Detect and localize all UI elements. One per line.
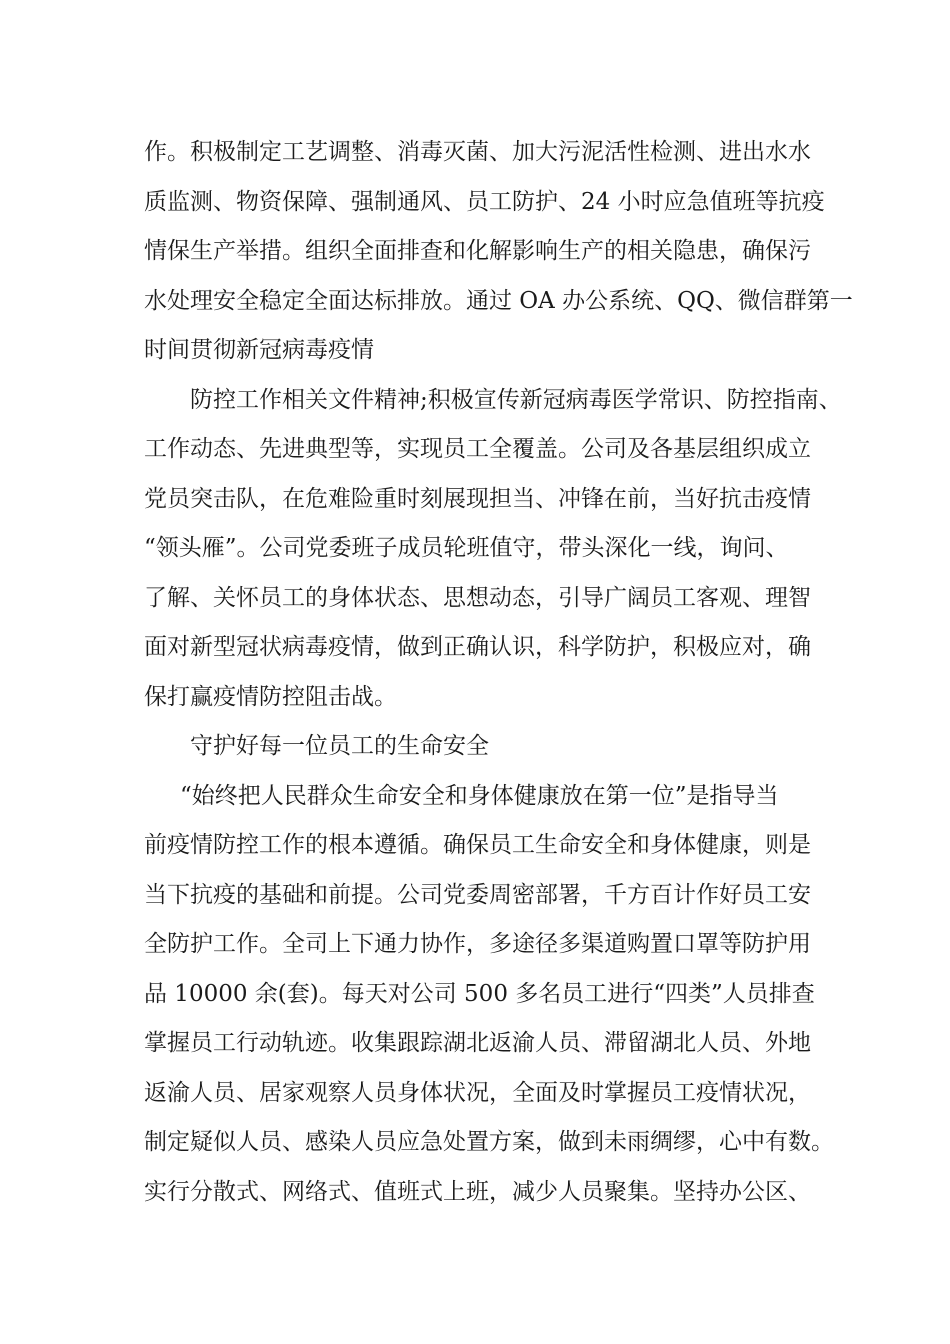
text-line: 时间贯彻新冠病毒疫情 (144, 337, 374, 363)
text-line: 掌握员工行动轨迹。收集跟踪湖北返渝人员、滞留湖北人员、外地 (144, 1030, 811, 1056)
text-line: 制定疑似人员、感染人员应急处置方案，做到未雨绸缪，心中有数。 (144, 1129, 834, 1155)
text-line: 了解、关怀员工的身体状态、思想动态，引导广阔员工客观、理智 (144, 584, 811, 611)
paragraph-start-line: “始终把人民群众生命安全和身体健康放在第一位”是指导当 (180, 782, 779, 809)
text-line: 返渝人员、居家观察人员身体状况，全面及时掌握员工疫情状况， (144, 1079, 811, 1106)
text-line: 全防护工作。全司上下通力协作，多途径多渠道购置口罩等防护用 (144, 931, 811, 957)
text-line: 保打赢疫情防控阻击战。 (144, 683, 397, 710)
section-heading: 守护好每一位员工的生命安全 (190, 733, 489, 759)
text-line: 工作动态、先进典型等，实现员工全覆盖。公司及各基层组织成立 (144, 436, 811, 462)
paragraph-start-line: 防控工作相关文件精神;积极宣传新冠病毒医学常识、防控指南、 (190, 386, 842, 413)
text-line: 水处理安全稳定全面达标排放。通过 OA 办公系统、QQ、微信群第一 (144, 287, 853, 314)
text-line: 当下抗疫的基础和前提。公司党委周密部署，千方百计作好员工安 (144, 881, 811, 908)
text-line: 情保生产举措。组织全面排查和化解影响生产的相关隐患，确保污 (144, 238, 811, 264)
text-line: 面对新型冠状病毒疫情，做到正确认识，科学防护，积极应对，确 (144, 634, 811, 660)
text-line: “领头雁”。公司党委班子成员轮班值守，带头深化一线，询问、 (144, 535, 789, 561)
text-line: 作。积极制定工艺调整、消毒灭菌、加大污泥活性检测、进出水水 (144, 139, 811, 165)
text-line: 前疫情防控工作的根本遵循。确保员工生命安全和身体健康，则是 (144, 832, 811, 858)
text-line: 质监测、物资保障、强制通风、员工防护、24 小时应急值班等抗疫 (144, 188, 825, 215)
text-line: 品 10000 余(套)。每天对公司 500 多名员工进行“四类”人员排查 (144, 980, 815, 1007)
document-body (144, 128, 853, 1217)
text-line: 党员突击队，在危难险重时刻展现担当、冲锋在前，当好抗击疫情 (144, 485, 811, 512)
text-line: 实行分散式、网络式、值班式上班，减少人员聚集。坚持办公区、 (144, 1178, 811, 1205)
